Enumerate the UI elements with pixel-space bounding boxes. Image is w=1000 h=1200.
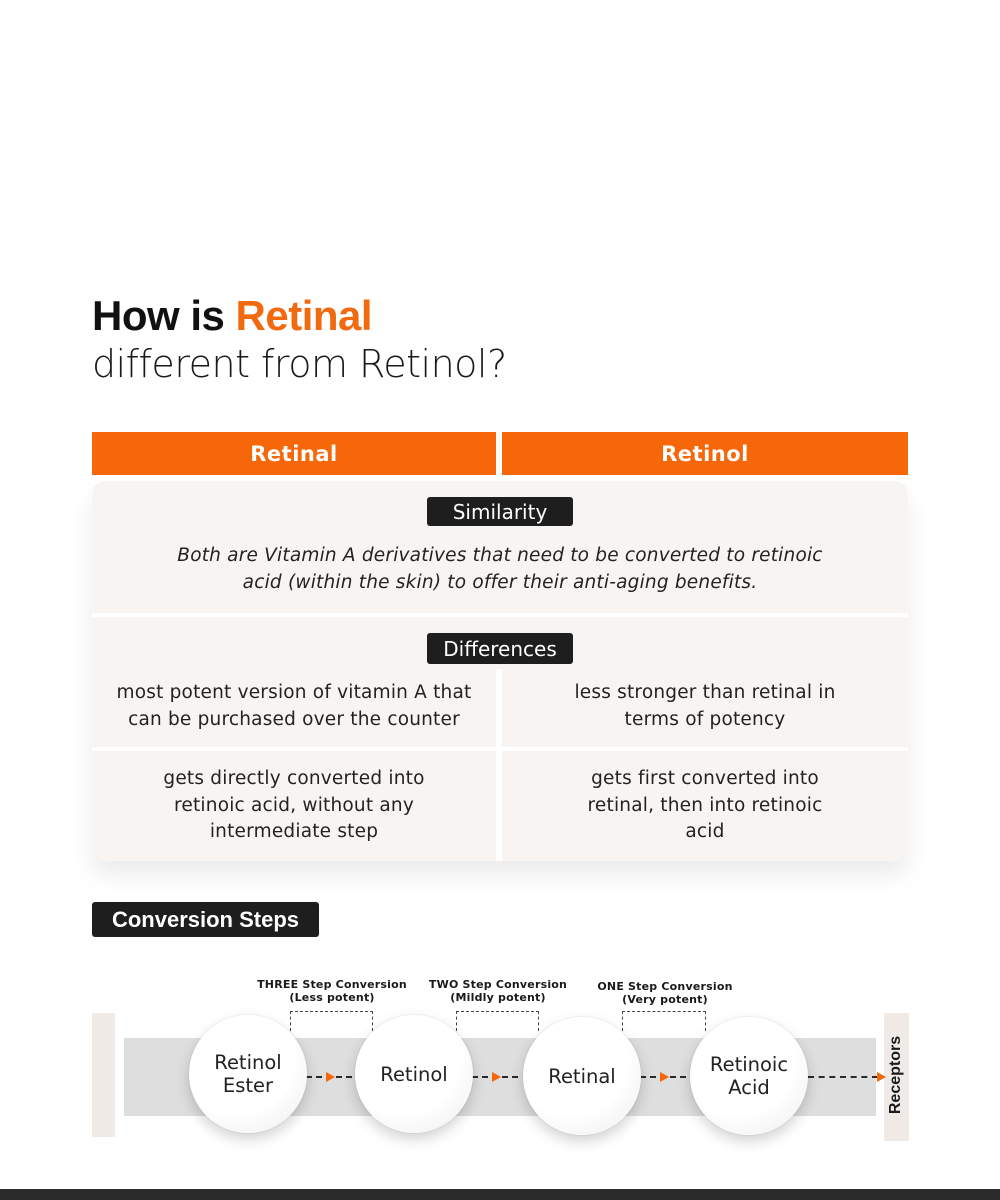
row-divider xyxy=(92,747,908,751)
node-line: Retinol xyxy=(380,1062,448,1086)
node-retinol-ester xyxy=(189,1015,307,1133)
heading-prefix: How is xyxy=(92,292,225,339)
cell-line: acid xyxy=(685,821,725,842)
cell-line: intermediate step xyxy=(209,821,379,842)
page-heading xyxy=(92,292,507,388)
retinol-potency-cell xyxy=(502,680,908,733)
cell-line: most potent version of vitamin A that xyxy=(116,682,472,703)
cell-line: terms of potency xyxy=(624,708,786,730)
retinol-conversion-cell xyxy=(502,766,908,846)
retinal-conversion-cell xyxy=(92,766,496,846)
track-start-cap xyxy=(92,1013,115,1137)
step-title: TWO Step Conversion xyxy=(428,978,568,991)
node-retinoic-acid xyxy=(690,1017,808,1135)
heading-accent-word: Retinal xyxy=(235,292,373,339)
cell-line: gets directly converted into xyxy=(163,768,425,789)
similarity-badge: Similarity xyxy=(427,497,573,526)
conversion-steps-title: Conversion Steps xyxy=(92,902,319,937)
node-line: Acid xyxy=(728,1076,770,1099)
column-header-retinal: Retinal xyxy=(92,432,496,475)
similarity-line-2: acid (within the skin) to offer their anti-aging benefits. xyxy=(242,572,758,593)
step-subtitle: (Less potent) xyxy=(289,991,375,1004)
bracket-one-step xyxy=(622,1011,706,1031)
arrow-head-icon xyxy=(326,1072,335,1082)
arrow-head-icon xyxy=(660,1072,669,1082)
similarity-text xyxy=(92,542,908,596)
step-title: THREE Step Conversion xyxy=(257,978,407,991)
footer-bar xyxy=(0,1189,1000,1200)
node-retinol xyxy=(355,1015,473,1133)
bracket-two-step xyxy=(456,1011,539,1031)
step-label-two xyxy=(418,978,578,1004)
arrow-dash xyxy=(808,1076,878,1078)
node-retinal xyxy=(523,1017,641,1135)
column-header-retinol: Retinol xyxy=(502,432,908,475)
section-divider xyxy=(92,613,908,617)
cell-line: retinal, then into retinoic xyxy=(587,794,823,816)
similarity-line-1: Both are Vitamin A derivatives that need to be converted to retinoic xyxy=(177,545,823,566)
heading-line-2: different from Retinol? xyxy=(92,342,507,386)
cell-line: can be purchased over the counter xyxy=(128,708,460,730)
heading-line-1 xyxy=(92,292,507,340)
comparison-table xyxy=(92,481,908,861)
step-label-one xyxy=(585,980,745,1006)
node-line: Ester xyxy=(222,1074,274,1097)
step-subtitle: (Very potent) xyxy=(622,993,708,1006)
step-label-three xyxy=(252,978,412,1004)
node-line: Retinoic xyxy=(709,1053,789,1076)
cell-line: retinoic acid, without any xyxy=(174,794,414,816)
receptors-label-wrap xyxy=(884,1013,909,1137)
arrow-head-icon xyxy=(492,1072,501,1082)
retinal-potency-cell xyxy=(92,680,496,733)
receptors-label: Receptors xyxy=(887,1035,905,1115)
arrow-head-icon xyxy=(877,1072,886,1082)
step-subtitle: (Mildly potent) xyxy=(450,991,546,1004)
node-line: Retinal xyxy=(548,1064,616,1088)
cell-line: less stronger than retinal in xyxy=(574,682,836,703)
bracket-three-step xyxy=(290,1011,373,1031)
node-line: Retinol xyxy=(214,1051,282,1074)
cell-line: gets first converted into xyxy=(591,768,819,789)
differences-badge: Differences xyxy=(427,633,573,664)
step-title: ONE Step Conversion xyxy=(597,980,733,993)
